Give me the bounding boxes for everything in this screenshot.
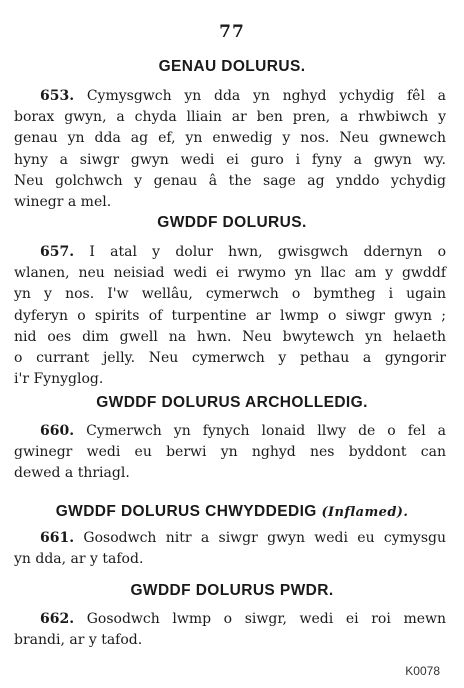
text-line: Neu golchwch y genau â the sage ag ynddo ychydig (14, 172, 446, 189)
text-line: nid oes dim gwell na hwn. Neu bwytewch yn helaeth (14, 328, 446, 345)
heading-text: GWDDF DOLURUS CHWYDDEDIG (55, 503, 317, 520)
text-line: borax gwyn, a chyda lliain ar ben pren, a rhwbiwch y (14, 109, 446, 126)
heading-note: (Inflamed). (321, 505, 409, 520)
text-line: yn y nos. I'w wellâu, cymerwch o bymtheg i ugain (14, 286, 446, 303)
recipe-number: 660. (40, 423, 75, 439)
text-line: 661. Gosodwch nitr a siwgr gwyn wedi eu cymysgu (40, 530, 446, 546)
recipe-number: 662. (40, 611, 75, 627)
recipe-number: 657. (40, 244, 75, 260)
recipe-paragraph (14, 528, 446, 570)
recipe-paragraph (14, 86, 446, 213)
recipe-number: 661. (40, 530, 75, 546)
section-heading (0, 582, 464, 600)
recipe-number: 653. (40, 88, 75, 104)
section-heading (0, 503, 464, 521)
recipe-paragraph (14, 609, 446, 651)
heading-text: GWDDF DOLURUS. (157, 214, 307, 231)
text-line: yn dda, ar y tafod. (14, 551, 144, 568)
text-line: 662. Gosodwch lwmp o siwgr, wedi ei roi mewn (40, 611, 447, 627)
text-line: 653. Cymysgwch yn dda yn nghyd ychydig fêl a (40, 88, 446, 104)
text-line: genau yn dda ag ef, yn enwedig y nos. Neu gwnewch (14, 130, 446, 147)
text-line: brandi, ar y tafod. (14, 632, 143, 649)
section-heading (0, 394, 464, 412)
text-line: winegr a mel. (14, 194, 112, 211)
text-line: 660. Cymerwch yn fynych lonaid llwy de o fel a (40, 423, 446, 439)
text-line: o currant jelly. Neu cymerwch y pethau a gyngorir (14, 350, 446, 367)
recipe-paragraph (14, 242, 446, 390)
text-line: 657. I atal y dolur hwn, gwisgwch ddernyn o (40, 244, 446, 260)
recipe-paragraph (14, 421, 446, 485)
text-line: gwinegr wedi eu berwi yn nghyd nes byddont can (14, 444, 446, 461)
heading-text: GENAU DOLURUS. (158, 58, 306, 75)
catalog-id: K0078 (405, 664, 440, 678)
text-line: wlanen, neu neisiad wedi ei rwymo yn llac am y gwddf (14, 265, 446, 282)
heading-text: GWDDF DOLURUS ARCHOLLEDIG. (96, 394, 368, 411)
text-line: hyny a siwgr gwyn wedi ei guro i fyny a gwyn wy. (14, 151, 446, 168)
text-line: dewed a thriagl. (14, 465, 130, 482)
heading-text: GWDDF DOLURUS PWDR. (130, 582, 334, 599)
section-heading (0, 214, 464, 232)
text-line: i'r Fynyglog. (14, 371, 104, 388)
page-number: 77 (219, 22, 245, 42)
section-heading (0, 58, 464, 76)
text-line: dyferyn o spirits of turpentine ar lwmp o siwgr gwyn ; (14, 307, 446, 324)
